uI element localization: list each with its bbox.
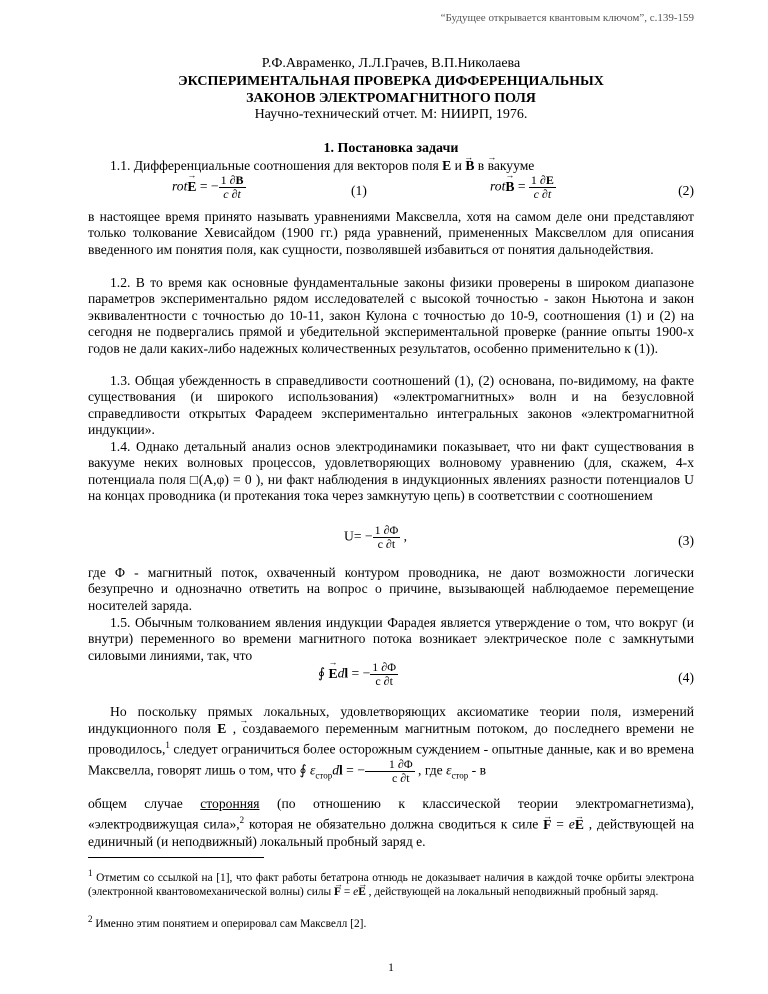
equation-1-number: (1) xyxy=(351,183,367,198)
paragraph-1-1: 1.1. Дифференциальные соотношения для векторов поля E → и B → в вакууме xyxy=(88,158,694,174)
authors: Р.Ф.Авраменко, Л.Л.Грачев, В.П.Николаева xyxy=(261,56,521,71)
equation-2-number: (2) xyxy=(678,183,694,198)
footnote-1: $^1$ Отметим со ссылкой на [1], что факт работы бетатрона отнюдь не доказывает наличия в каждой точке орбиты электрона (электронной квантовомеханической волны) силы F → = eE → , действующей на локальный неподвижный пробный заряд. xyxy=(88,866,694,899)
footnote-rule xyxy=(88,857,264,858)
equation-4: ∮ E →dl = − $\frac{1 \partial\Phi}{c \partial t}$ xyxy=(318,661,398,688)
paragraph-1-3: 1.3. Общая убежденность в справедливости соотношений (1), (2) основана, по-видимому, на факте существования (и широкого использования) «электромагнитных» волн и на безусловной справедливости открытых Фарадеем экспериментально интегральных законов «электромагнитной индукции». xyxy=(88,373,694,438)
equation-4-number: (4) xyxy=(678,670,694,685)
report-info: Научно-технический отчет. М: НИИРП, 1976. xyxy=(254,107,528,122)
paper-title xyxy=(88,73,694,107)
equation-3: U= − $\frac{1 \partial\Phi}{c \partial t}$ , xyxy=(344,523,408,551)
equation-3-number: (3) xyxy=(678,533,694,548)
section-heading: 1. Постановка задачи xyxy=(323,141,459,156)
paragraph-last: общем случае сторонняя (по отношению к классической теории электромагнетизма), «электродвижущая сила»,$^2$ которая не обязательно должна сводиться к силе F → = eE → , действующей на единичный (и неподвижный) локальный пробный заряд е. xyxy=(88,795,694,850)
paragraph-1-4-after: где Φ - магнитный поток, охваченный контуром проводника, не дают возможности логически безупречно и однозначно ответить на вопрос о причине, вызывающей наблюдаемое перемещение носителей заряда. xyxy=(88,565,694,613)
page-number: 1 xyxy=(388,962,394,974)
equation-2: rotB → = $\frac{1 \partial E}{c \partial t}$ xyxy=(490,174,556,201)
paragraph-1-2: 1.2. В то время как основные фундаментальные законы физики проверены в широком диапазоне параметров экспериментально рядом исследователей с высокой точностью - закон Ньютона и закон эквивалентности с точностью до 10-11, закон Кулона с точностью до 10-9, соотношения (1) и (2) на сегодня не подвергались прямой и убедительной экспериментальной проверке (ранние опыты 1900-х годов не дали каких-либо надежных количественных результатов, особенно применительно к (1)). xyxy=(88,275,694,356)
paragraph-after-4: Но поскольку прямых локальных, удовлетворяющих аксиоматике теории поля, измерений индукционного поля E → , создаваемого переменным магнитным потоком, до последнего времени не проводилось,$^1$ следует ограничиться более осторожным суждением - опытные данные, как и во времена Максвелла, говорят лишь о том, что ∮ $\varepsilon_{стор}dl$ = − $\frac{1 \partial\Phi}{c \partial t}$ , где $\varepsilon_{стор}$ - в xyxy=(88,703,694,785)
paragraph-1-5: 1.5. Обычным толкованием явления индукции Фарадея является утверждение о том, что вокруг (и внутри) переменного во времени магнитного потока возникает электрическое поле с замкнутыми силовыми линиями, так, что xyxy=(88,615,694,663)
equation-1: rotE → = − $\frac{1 \partial B}{c \partial t}$ xyxy=(172,174,246,201)
footnote-2: $^2$ Именно этим понятием и оперировал сам Максвелл [2]. xyxy=(88,914,367,930)
title-line-1: ЭКСПЕРИМЕНТАЛЬНАЯ ПРОВЕРКА ДИФФЕРЕНЦИАЛЬНЫХ xyxy=(178,74,604,89)
paragraph-1-4: 1.4. Однако детальный анализ основ электродинамики показывает, что ни факт существования в вакууме неких волновых процессов, удовлетворяющих волновому уравнению (для, скажем, 4-х потенциала поля □(A,φ) = 0 ), ни факт наблюдения в индукционных явлениях разности потенциалов U на концах проводника (и протекания тока через замкнутую цепь) в соответствии с соотношением xyxy=(88,439,694,504)
paragraph-1-1-continued: в настоящее время принято называть уравнениями Максвелла, хотя на самом деле они представляют только толкование Хевисайдом (1900 гг.) ряда уравнений, примененных Максвеллом для описания введенного им понятия поля, как сущности, позволявшей избавиться от понятия дальнодействия. xyxy=(88,209,694,257)
running-header: “Будущее открывается квантовым ключом”, с.139-159 xyxy=(440,12,694,24)
title-line-2: ЗАКОНОВ ЭЛЕКТРОМАГНИТНОГО ПОЛЯ xyxy=(246,91,536,106)
